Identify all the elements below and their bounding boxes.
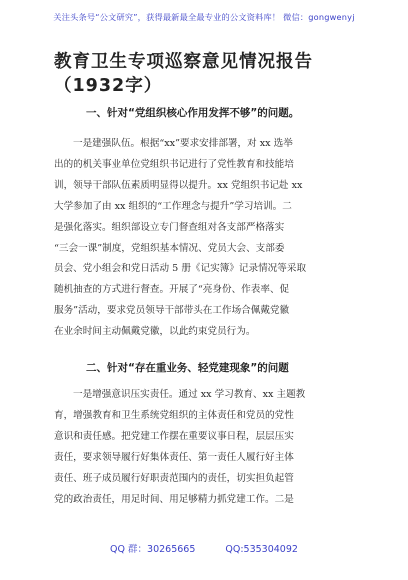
- text-line: 责任、班子成员履行好职责范围内的责任，切实担负起管: [54, 472, 294, 484]
- text-line: 出的的机关事业单位党组织书记进行了党性教育和技能培: [54, 158, 294, 170]
- text-line: 是强化落实。组织部设立专门督查组对各支部严格落实: [54, 221, 285, 233]
- section-2-body: [54, 385, 356, 510]
- header-note: 关注头条号“公文研究”，获得最新最全最专业的公文资料库！ 微信：gongwenyj: [53, 12, 355, 22]
- footer-contact: [0, 541, 408, 555]
- section-heading-1: 一、针对“党组织核心作用发挥不够”的问题。: [86, 107, 300, 119]
- footer-qq: QQ:535304092: [225, 544, 298, 555]
- text-line: 员会、党小组会和党日活动 5 册《记实簿》记录情况等采取: [54, 263, 307, 275]
- text-line: 一是增强意识压实责任。通过 xx 学习教育、xx 主题教: [73, 389, 306, 400]
- text-line: 责任，要求领导履行好集体责任、第一责任人履行好主体: [54, 451, 294, 463]
- text-line: 大学参加了由 xx 组织的“工作理念与提升”学习培训。二: [54, 200, 292, 212]
- footer-qq-group: QQ 群：30265665: [110, 544, 196, 555]
- text-line: 随机抽查的方式进行督查。开展了“亮身份、作表率、促: [54, 284, 290, 296]
- text-line: “三会一课”制度，党组织基本情况、党员大会、支部委: [54, 242, 285, 254]
- text-line: 党的政治责任，用足时间、用足够精力抓党建工作。二是: [54, 493, 294, 505]
- section-heading-2: 二、针对“存在重业务、轻党建现象”的问题: [86, 362, 289, 374]
- text-line: 服务”活动，要求党员领导干部带头在工作场合佩戴党徽: [54, 305, 290, 317]
- text-line: 在业余时间主动佩戴党徽，以此约束党员行为。: [54, 326, 256, 338]
- text-line: 育，增强教育和卫生系统党组织的主体责任和党员的党性: [54, 409, 294, 421]
- text-line: 训，领导干部队伍素质明显得以提升。xx 党组织书记赴 xx: [54, 179, 303, 191]
- text-line: 一是建强队伍。根据“xx”要求安排部署，对 xx 选举: [73, 138, 293, 149]
- text-line: 意识和责任感。把党建工作摆在重要议事日程，层层压实: [54, 430, 294, 442]
- section-1-body: [54, 134, 356, 343]
- document-title: 教育卫生专项巡察意见情况报告（1932字）: [54, 52, 313, 96]
